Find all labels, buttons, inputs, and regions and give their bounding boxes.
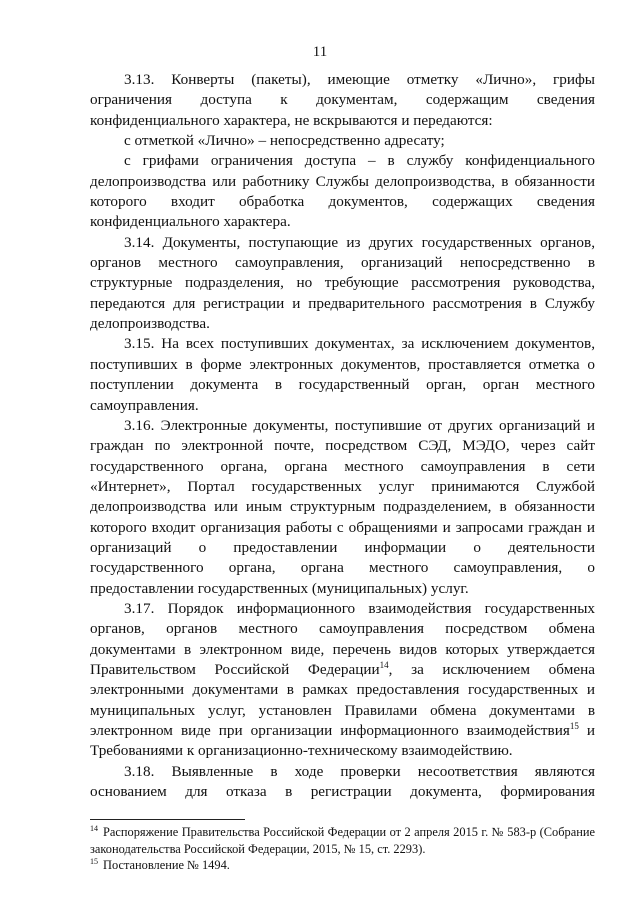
footnote-text-15: Постановление № 1494.	[103, 858, 230, 872]
paragraph-3-14: 3.14. Документы, поступающие из других государственных органов, органов местного самоуправления, организаций непосредственно в структурные подразделения, но требующие рассмотрения руководства, передаются для регистрации и предварительного рассмотрения в Службу делопроизводства.	[90, 233, 595, 333]
paragraph-3-17	[90, 599, 595, 762]
paragraph-3-13: 3.13. Конверты (пакеты), имеющие отметку «Лично», грифы ограничения доступа к документам, содержащим сведения конфиденциального характера, не вскрываются и передаются:	[90, 71, 595, 129]
paragraph-3-16: 3.16. Электронные документы, поступившие от других организаций и граждан по электронной почте, посредством СЭД, МЭДО, через сайт государственного органа, органа местного самоуправления в сети «Интернет», Портал государственных услуг принимаются Службой делопроизводства или иным структурным подразделением, в обязанности которого входит организация работы с обращениями и запросами граждан и организаций о предоставлении информации о деятельности государственного органа, органа местного самоуправления, о предоставлении государственных (муниципальных) услуг.	[90, 416, 595, 597]
paragraph-3-15: 3.15. На всех поступивших документах, за исключением документов, поступивших в форме электронных документов, проставляется отметка о поступлении документа в государственный орган, орган местного самоуправления.	[90, 335, 595, 414]
paragraph-restricted-access: с грифами ограничения доступа – в службу конфиденциального делопроизводства или работнику Службы делопроизводства, в обязанности которого входит обработка документов, содержащих сведения конфиденциального характера.	[90, 152, 595, 231]
page-number: 11	[312, 44, 328, 60]
footnote-ref-14: 14	[379, 659, 389, 670]
paragraph-3-17-part-3: и Требованиями к организационно-техническому взаимодействию.	[90, 722, 595, 760]
footnote-separator	[90, 819, 245, 820]
footnote-15	[90, 857, 595, 874]
paragraph-personal-mark: с отметкой «Лично» – непосредственно адресату;	[124, 132, 445, 150]
paragraph-3-17-part-2: , за исключением обмена электронными документами в рамках предоставления государственных и муниципальных услуг, установлен Правилами обмена документами в электронном виде при организации информационного взаимодействия	[90, 660, 596, 739]
footnote-14	[90, 824, 595, 857]
body-text	[90, 70, 595, 802]
footnote-mark-15: 15	[90, 856, 98, 866]
footnote-ref-15: 15	[569, 720, 579, 731]
paragraph-3-17-part-1: 3.17. Порядок информационного взаимодействия государственных органов, органов местного самоуправления посредством обмена документами в электронном виде, перечень видов которых утверждается Правительством Российской Федерации	[90, 599, 595, 678]
footnote-text-14: Распоряжение Правительства Российской Федерации от 2 апреля 2015 г. № 583-р (Собрание законодательства Российской Федерации, 2015, № 15, ст. 2293).	[90, 825, 595, 856]
paragraph-3-18: 3.18. Выявленные в ходе проверки несоответствия являются основанием для отказа в регистрации документа, формирования	[90, 762, 595, 801]
footnote-mark-14: 14	[90, 823, 98, 833]
footnotes	[90, 824, 595, 874]
